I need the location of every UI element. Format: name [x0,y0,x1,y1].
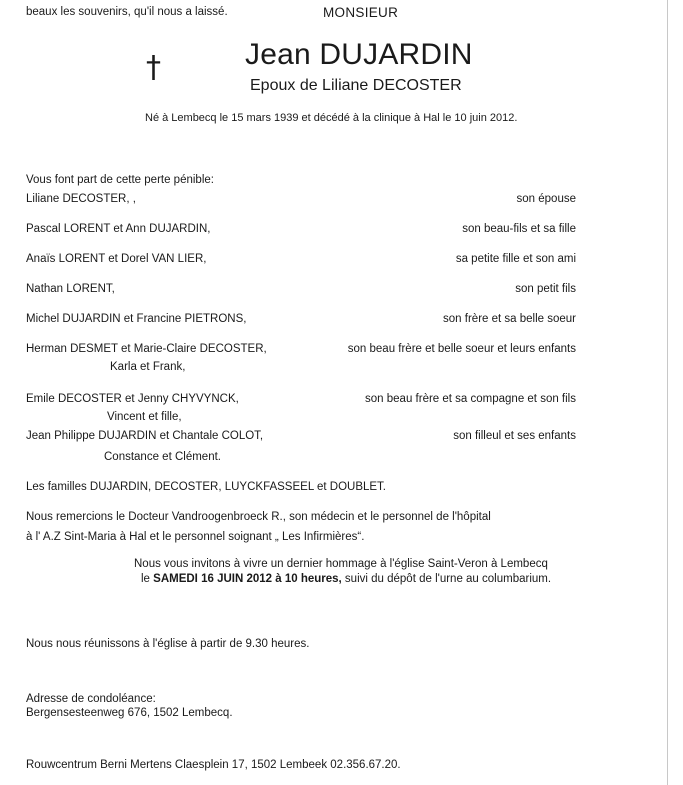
condolence-label: Adresse de condoléance: [26,693,156,705]
families-line: Les familles DUJARDIN, DECOSTER, LUYCKFASSEEL et DOUBLET. [26,481,387,493]
family-relation: son frère et sa belle soeur [443,313,576,325]
family-name: Emile DECOSTER et Jenny CHYVYNCK, [26,393,239,405]
birth-death-line: Né à Lembecq le 15 mars 1939 et décédé à la clinique à Hal le 10 juin 2012. [145,112,518,124]
family-relation: son épouse [516,193,576,205]
condolence-address: Bergensesteenweg 676, 1502 Lembecq. [26,707,233,719]
intro-line: Vous font part de cette perte pénible: [26,174,214,186]
family-name: Pascal LORENT et Ann DUJARDIN, [26,223,211,235]
family-name: Herman DESMET et Marie-Claire DECOSTER, [26,343,267,355]
invitation-suffix: suivi du dépôt de l'urne au columbarium. [341,573,552,585]
gathering-line: Nous nous réunissons à l'église à partir de 9.30 heures. [26,638,310,650]
family-row [26,343,576,359]
page-edge-line [667,0,668,785]
family-relation: son petit fils [515,283,576,295]
cross-icon: † [146,50,161,85]
invitation-prefix: le [141,573,154,585]
family-children: Constance et Clément. [104,451,221,463]
family-name: Liliane DECOSTER, , [26,193,136,205]
invitation-line-1: Nous vous invitons à vivre un dernier hommage à l'église Saint-Veron à Lembecq [134,558,548,570]
top-text-fragment: beaux les souvenirs, qu'il nous a laissé. [26,6,228,18]
family-row [26,283,576,299]
family-row [26,313,576,329]
family-name: Anaïs LORENT et Dorel VAN LIER, [26,253,207,265]
family-children: Vincent et fille, [107,411,182,423]
family-name: Nathan LORENT, [26,283,115,295]
family-row [26,393,576,409]
family-row [26,430,576,446]
family-row [26,223,576,239]
family-relation: sa petite fille et son ami [455,253,576,265]
deceased-name: Jean DUJARDIN [245,38,473,71]
family-row [26,253,576,269]
family-children: Karla et Frank, [110,361,186,373]
invitation-line-2 [141,573,551,585]
family-name: Jean Philippe DUJARDIN et Chantale COLOT, [26,430,264,442]
family-relation: son beau frère et belle soeur et leurs enfants [347,343,576,355]
salutation: MONSIEUR [323,5,399,20]
family-name: Michel DUJARDIN et Francine PIETRONS, [26,313,247,325]
family-relation: son beau-fils et sa fille [462,223,576,235]
ceremony-date: SAMEDI 16 JUIN 2012 à 10 heures, [153,573,342,585]
family-relation: son filleul et ses enfants [453,430,576,442]
family-relation: son beau frère et sa compagne et son fils [365,393,576,405]
spouse-line: Epoux de Liliane DECOSTER [250,77,462,94]
thanks-line-2: à l' A.Z Sint-Maria à Hal et le personnel soignant „ Les Infirmières“. [26,531,365,543]
thanks-line-1: Nous remercions le Docteur Vandroogenbroeck R., son médecin et le personnel de l'hôpital [26,511,491,523]
funeral-home-line: Rouwcentrum Berni Mertens Claesplein 17, 1502 Lembeek 02.356.67.20. [26,759,401,771]
family-row [26,193,576,209]
